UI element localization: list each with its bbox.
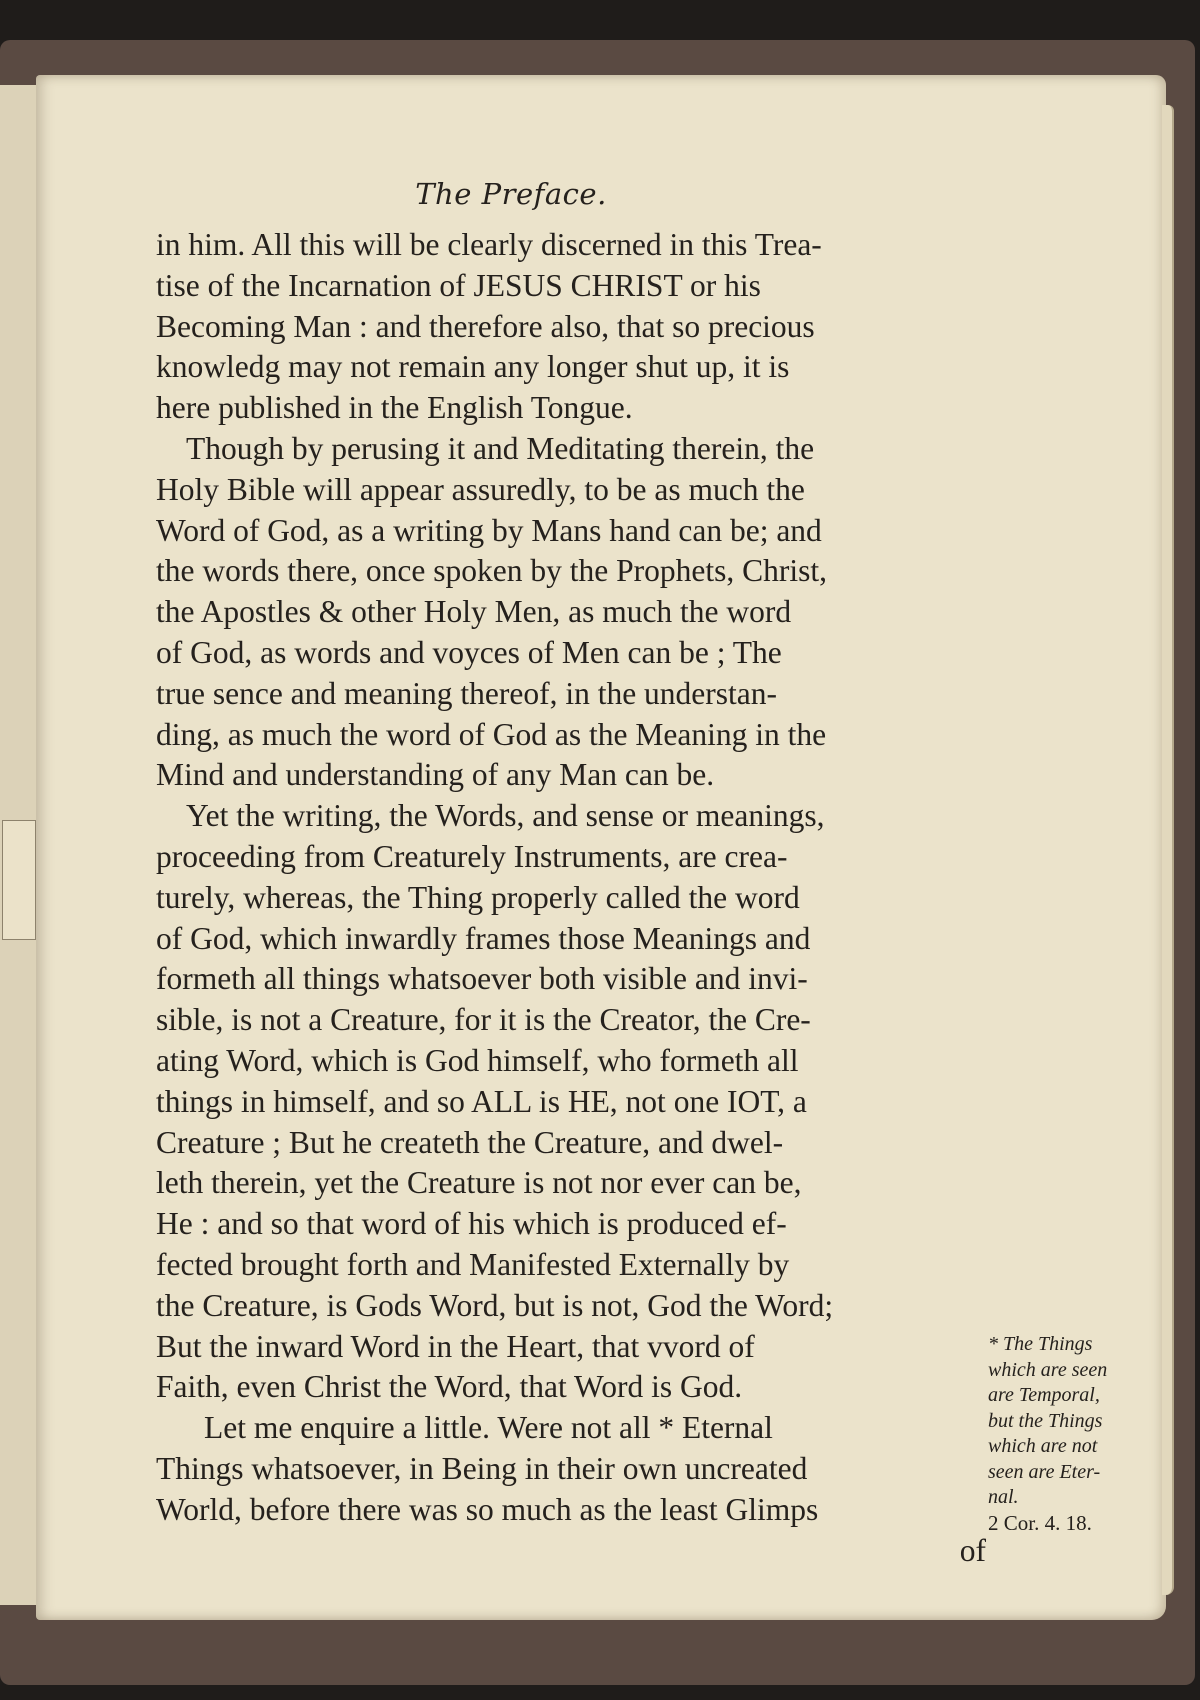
margin-note-line: seen are Eter- — [988, 1460, 1101, 1483]
text-line: formeth all things whatsoever both visible and invi- — [156, 961, 808, 997]
margin-note-line: which are not — [988, 1435, 1098, 1457]
catchword: of — [959, 1532, 986, 1568]
text-line: leth therein, yet the Creature is not nor ever can be, — [156, 1165, 802, 1201]
text-line: true sence and meaning thereof, in the understan- — [156, 675, 778, 711]
text-line: Mind and understanding of any Man can be. — [156, 757, 715, 793]
running-head: The Preface. — [415, 177, 607, 211]
page-edges — [1162, 105, 1174, 1595]
text-line: turely, whereas, the Thing properly called the word — [156, 879, 800, 915]
text-line: ding, as much the word of God as the Meaning in the — [156, 716, 827, 752]
text-line: Things whatsoever, in Being in their own uncreated — [156, 1450, 808, 1486]
page-tab — [2, 820, 36, 940]
margin-note-line: but the Things — [988, 1409, 1103, 1432]
text-line: knowledg may not remain any longer shut up, it is — [156, 349, 790, 385]
text-line: Let me enquire a little. Were not all * Eternal — [204, 1410, 773, 1446]
text-line: in him. All this will be clearly discerned in this Trea- — [156, 227, 822, 262]
text-line: of God, which inwardly frames those Meanings and — [156, 920, 811, 956]
previous-page-edge — [0, 85, 40, 1605]
body-text — [156, 225, 986, 1571]
margin-note — [988, 1332, 1158, 1536]
margin-note-line: which are seen — [988, 1358, 1108, 1381]
text-line: Becoming Man : and therefore also, that so precious — [156, 308, 815, 344]
text-line: here published in the English Tongue. — [156, 390, 633, 426]
text-line: Though by perusing it and Meditating therein, the — [186, 430, 815, 466]
text-line: proceeding from Creaturely Instruments, are crea- — [156, 838, 788, 874]
text-line: Faith, even Christ the Word, that Word is God. — [156, 1369, 743, 1405]
text-line: fected brought forth and Manifested Externally by — [156, 1246, 790, 1282]
text-line: things in himself, and so ALL is HE, not one IOT, a — [156, 1083, 807, 1119]
text-line: Creature ; But he createth the Creature, and dwel- — [156, 1124, 784, 1160]
text-line: tise of the Incarnation of JESUS CHRIST or his — [156, 267, 761, 303]
margin-note-line: are Temporal, — [988, 1384, 1100, 1406]
text-line: But the inward Word in the Heart, that vvord of — [156, 1328, 755, 1364]
margin-note-line: * The Things — [988, 1333, 1093, 1355]
text-line: sible, is not a Creature, for it is the Creator, the Cre- — [156, 1002, 811, 1038]
text-line: the words there, once spoken by the Prophets, Christ, — [156, 553, 828, 589]
scripture-reference: 2 Cor. 4. 18. — [988, 1510, 1092, 1535]
text-line: He : and so that word of his which is produced ef- — [156, 1206, 787, 1242]
page — [36, 75, 1166, 1620]
text-line: the Apostles & other Holy Men, as much the word — [156, 594, 792, 630]
text-line: of God, as words and voyces of Men can be ; The — [156, 634, 782, 670]
text-line: Holy Bible will appear assuredly, to be as much the — [156, 471, 805, 507]
text-line: ating Word, which is God himself, who formeth all — [156, 1042, 799, 1078]
text-line: World, before there was so much as the least Glimps — [156, 1491, 819, 1527]
text-line: Word of God, as a writing by Mans hand can be; and — [156, 512, 822, 548]
margin-note-line: nal. — [988, 1486, 1019, 1508]
text-line: Yet the writing, the Words, and sense or meanings, — [186, 798, 825, 834]
text-line: the Creature, is Gods Word, but is not, God the Word; — [156, 1287, 834, 1323]
